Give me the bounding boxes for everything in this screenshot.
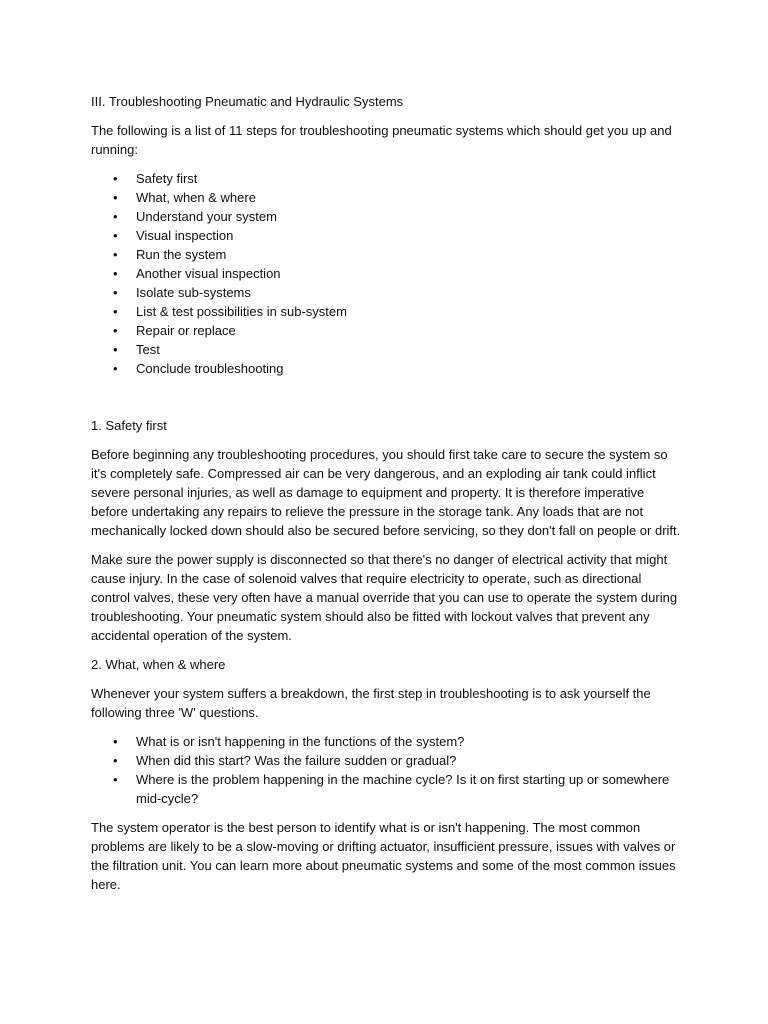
bullet-icon: • bbox=[113, 228, 118, 243]
list-item: • Isolate sub-systems bbox=[113, 285, 251, 300]
bullet-icon: • bbox=[113, 304, 118, 319]
list-item: • Where is the problem happening in the machine cycle? Is it on first starting up or somewhere mid-cycle? bbox=[113, 772, 670, 806]
bullet-icon: • bbox=[113, 734, 118, 749]
section2-paragraph-2: The system operator is the best person to identify what is or isn't happening. The most common problems are likely to be a slow-moving or drifting actuator, insufficient pressure, issues with valves or the filtration unit. You can learn more about pneumatic systems and some of the most common issues here. bbox=[91, 820, 676, 892]
bullet-icon: • bbox=[113, 342, 118, 357]
section2-heading: 2. What, when & where bbox=[91, 657, 226, 672]
list-item: • Safety first bbox=[113, 171, 198, 186]
section1-paragraph-2: Make sure the power supply is disconnected so that there's no danger of electrical activity that might cause injury. In the case of solenoid valves that require electricity to operate, such as directional control valves, these very often have a manual override that you can use to operate the system during troubleshooting. Your pneumatic system should also be fitted with lockout valves that prevent any accidental operation of the system. bbox=[91, 552, 678, 643]
bullet-icon: • bbox=[113, 209, 118, 224]
section2-paragraph-1: Whenever your system suffers a breakdown, the first step in troubleshooting is to ask yourself the following three 'W' questions. bbox=[91, 686, 651, 720]
steps-list bbox=[91, 169, 681, 378]
list-item: • Visual inspection bbox=[113, 228, 234, 243]
list-item: • Another visual inspection bbox=[113, 266, 281, 281]
list-item: • Run the system bbox=[113, 247, 227, 262]
list-item: • List & test possibilities in sub-system bbox=[113, 304, 347, 319]
bullet-icon: • bbox=[113, 171, 118, 186]
list-item: • Repair or replace bbox=[113, 323, 236, 338]
bullet-icon: • bbox=[113, 323, 118, 338]
bullet-icon: • bbox=[113, 753, 118, 768]
bullet-icon: • bbox=[113, 247, 118, 262]
bullet-icon: • bbox=[113, 190, 118, 205]
bullet-icon: • bbox=[113, 772, 118, 787]
list-item: • What, when & where bbox=[113, 190, 256, 205]
questions-list bbox=[91, 732, 681, 808]
intro-paragraph: The following is a list of 11 steps for troubleshooting pneumatic systems which should get you up and running: bbox=[91, 123, 672, 157]
section1-paragraph-1: Before beginning any troubleshooting procedures, you should first take care to secure the system so it's completely safe. Compressed air can be very dangerous, and an exploding air tank could inflict severe personal injuries, as well as damage to equipment and property. It is therefore imperative before undertaking any repairs to relieve the pressure in the storage tank. Any loads that are not mechanically locked down should also be secured before servicing, so they don't fall on people or drift. bbox=[91, 447, 681, 538]
section-spacer bbox=[91, 388, 681, 416]
document-content bbox=[91, 92, 681, 904]
list-item: • Test bbox=[113, 342, 160, 357]
list-item: • When did this start? Was the failure sudden or gradual? bbox=[113, 753, 457, 768]
list-item: • What is or isn't happening in the functions of the system? bbox=[113, 734, 465, 749]
list-item: • Conclude troubleshooting bbox=[113, 361, 284, 376]
document-title: III. Troubleshooting Pneumatic and Hydraulic Systems bbox=[91, 94, 404, 109]
list-item: • Understand your system bbox=[113, 209, 277, 224]
bullet-icon: • bbox=[113, 361, 118, 376]
section1-heading: 1. Safety first bbox=[91, 418, 167, 433]
bullet-icon: • bbox=[113, 266, 118, 281]
bullet-icon: • bbox=[113, 285, 118, 300]
